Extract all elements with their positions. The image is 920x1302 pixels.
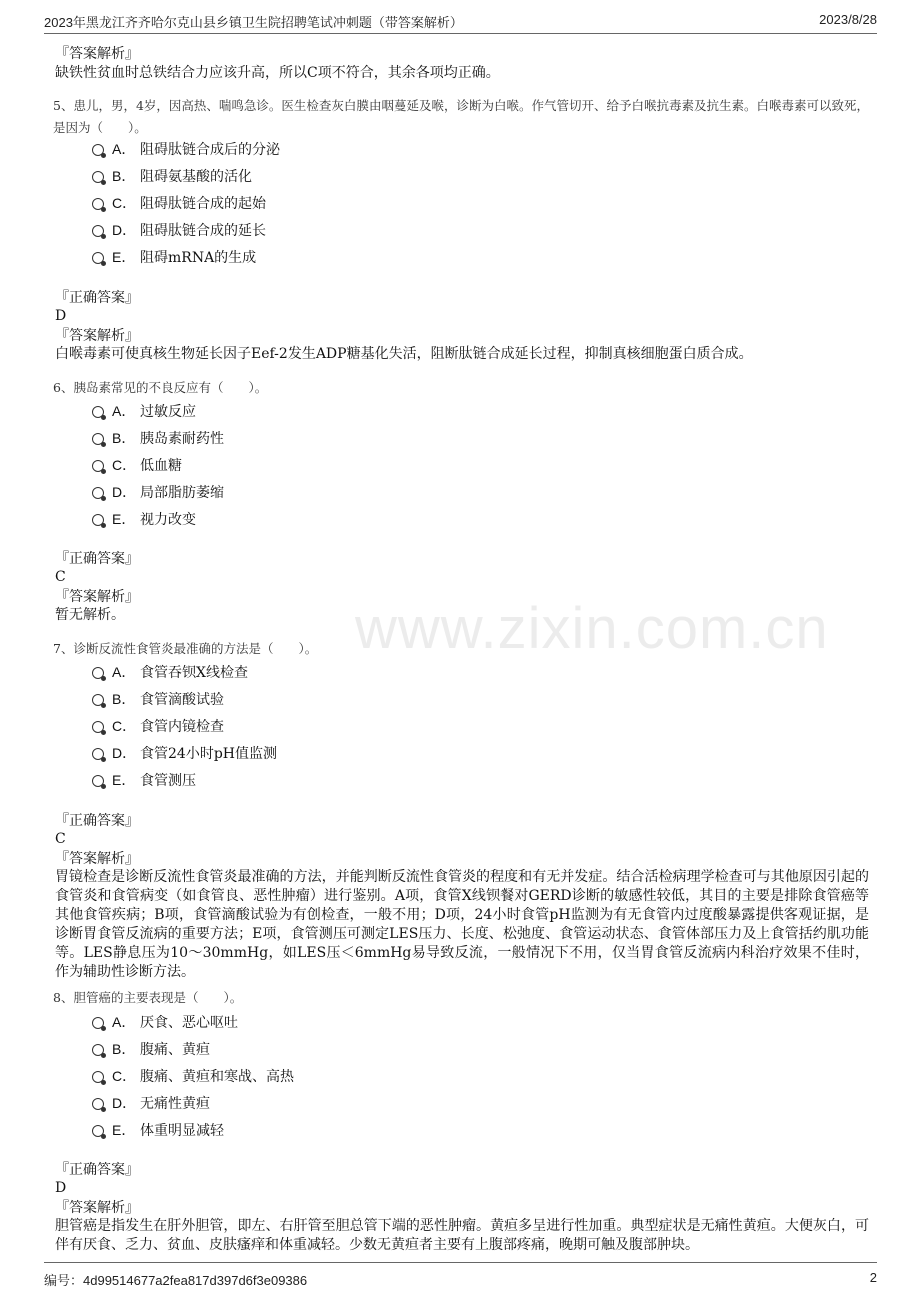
analysis-text: 胆管癌是指发生在肝外胆管，即左、右肝管至胆总管下端的恶性肿瘤。黄疸多呈进行性加重。典型症状是无痛性黄疸。大便灰白，可伴有厌食、乏力、贫血、皮肤瘙痒和体重减轻。少数无黄疸者主要有上腹部疼痛，晚期可触及腹部肿块。 — [55, 1218, 869, 1253]
radio-button-icon[interactable] — [92, 144, 104, 156]
option-e[interactable]: E． 食管测压 — [92, 770, 196, 790]
footer-divider — [44, 1262, 877, 1263]
question-stem: 6、胰岛素常见的不良反应有（ ）。 — [53, 380, 268, 395]
option-text: 体重明显减轻 — [140, 1123, 224, 1139]
option-text: 腹痛、黄疸 — [140, 1042, 210, 1058]
correct-answer: C — [55, 569, 66, 585]
option-text: 局部脂肪萎缩 — [140, 485, 224, 501]
analysis-label: 『答案解析』 — [55, 589, 139, 605]
option-e[interactable]: E． 视力改变 — [92, 509, 196, 529]
radio-button-icon[interactable] — [92, 694, 104, 706]
correct-answer-label: 『正确答案』 — [55, 1162, 139, 1178]
option-a[interactable]: A． 过敏反应 — [92, 401, 196, 421]
option-e[interactable]: E． 阻碍mRNA的生成 — [92, 247, 256, 267]
option-text: 腹痛、黄疸和寒战、高热 — [140, 1069, 294, 1085]
option-text: 食管滴酸试验 — [140, 692, 224, 708]
radio-button-icon[interactable] — [92, 171, 104, 183]
option-d[interactable]: D． 无痛性黄疸 — [92, 1093, 210, 1113]
question-stem: 7、诊断反流性食管炎最准确的方法是（ ）。 — [53, 641, 318, 656]
radio-button-icon[interactable] — [92, 1044, 104, 1056]
option-b[interactable]: B． 阻碍氨基酸的活化 — [92, 166, 252, 186]
analysis-label: 『答案解析』 — [55, 851, 139, 867]
radio-button-icon[interactable] — [92, 252, 104, 264]
option-a[interactable]: A． 食管吞钡X线检查 — [92, 662, 248, 682]
analysis-label: 『答案解析』 — [55, 1200, 139, 1216]
radio-button-icon[interactable] — [92, 667, 104, 679]
option-text: 阻碍肽链合成的延长 — [140, 223, 266, 239]
option-e[interactable]: E． 体重明显减轻 — [92, 1120, 224, 1140]
option-a[interactable]: A． 厌食、恶心呕吐 — [92, 1012, 238, 1032]
option-d[interactable]: D． 阻碍肽链合成的延长 — [92, 220, 266, 240]
option-text: 阻碍肽链合成后的分泌 — [140, 142, 280, 158]
option-text: 阻碍氨基酸的活化 — [140, 169, 252, 185]
radio-button-icon[interactable] — [92, 721, 104, 733]
option-text: 阻碍mRNA的生成 — [140, 250, 257, 266]
radio-button-icon[interactable] — [92, 1071, 104, 1083]
radio-button-icon[interactable] — [92, 225, 104, 237]
analysis-text: 白喉毒素可使真核生物延长因子Eef-2发生ADP糖基化失活，阻断肽链合成延长过程，抑制真核细胞蛋白质合成。 — [55, 346, 753, 362]
correct-answer-label: 『正确答案』 — [55, 551, 139, 567]
analysis-text: 胃镜检查是诊断反流性食管炎最准确的方法，并能判断反流性食管炎的程度和有无并发症。结合活检病理学检查可与其他原因引起的食管炎和食管病变（如食管良、恶性肿瘤）进行鉴别。A项，食管X线钡餐对GERD诊断的敏感性较低，其目的主要是排除食管癌等其他食管疾病；B项，食管滴酸试验为有创检查，一般不用；D项，24小时食管pH监测为有无食管内过度酸暴露提供客观证据，是诊断胃食管反流病的重要方法；E项，食管测压可测定LES压力、长度、松弛度、食管运动状态、食管体部压力及上食管括约肌功能等。LES静息压为10～30mmHg，如LES压＜6mmHg易导致反流，一般情况下不用，仅当胃食管反流病内科治疗效果不佳时，作为辅助性诊断方法。 — [55, 869, 869, 980]
radio-button-icon[interactable] — [92, 433, 104, 445]
option-b[interactable]: B． 食管滴酸试验 — [92, 689, 224, 709]
option-text: 低血糖 — [140, 458, 182, 474]
option-text: 视力改变 — [140, 512, 196, 528]
option-text: 食管吞钡X线检查 — [140, 665, 248, 681]
radio-button-icon[interactable] — [92, 198, 104, 210]
header-divider — [44, 33, 877, 34]
option-a[interactable]: A． 阻碍肽链合成后的分泌 — [92, 139, 280, 159]
radio-button-icon[interactable] — [92, 460, 104, 472]
option-text: 阻碍肽链合成的起始 — [140, 196, 266, 212]
option-text: 食管内镜检查 — [140, 719, 224, 735]
option-d[interactable]: D． 食管24小时pH值监测 — [92, 743, 277, 763]
radio-button-icon[interactable] — [92, 406, 104, 418]
radio-button-icon[interactable] — [92, 748, 104, 760]
option-text: 食管24小时pH值监测 — [140, 746, 277, 762]
page-footer — [44, 1262, 877, 1292]
page-number: 2 — [869, 1270, 877, 1285]
radio-button-icon[interactable] — [92, 487, 104, 499]
option-text: 无痛性黄疸 — [140, 1096, 210, 1112]
document-title: 2023年黑龙江齐齐哈尔克山县乡镇卫生院招聘笔试冲刺题（带答案解析） — [44, 15, 463, 30]
radio-button-icon[interactable] — [92, 775, 104, 787]
radio-button-icon[interactable] — [92, 514, 104, 526]
option-c[interactable]: C． 低血糖 — [92, 455, 182, 475]
analysis-text: 缺铁性贫血时总铁结合力应该升高，所以C项不符合，其余各项均正确。 — [55, 65, 500, 81]
analysis-text: 暂无解析。 — [55, 607, 125, 623]
correct-answer-label: 『正确答案』 — [55, 290, 139, 306]
page-header — [44, 12, 877, 32]
watermark: www.zixin.com.cn — [355, 596, 829, 661]
correct-answer: D — [55, 1180, 67, 1196]
document-date: 2023/8/28 — [819, 12, 877, 27]
question-stem: 5、患儿，男，4岁，因高热、喘鸣急诊。医生检查灰白膜由咽蔓延及喉，诊断为白喉。作气管切开、给予白喉抗毒素及抗生素。白喉毒素可以致死，是因为（ ）。 — [53, 98, 869, 135]
option-text: 食管测压 — [140, 773, 196, 789]
option-text: 厌食、恶心呕吐 — [140, 1015, 238, 1031]
option-c[interactable]: C． 腹痛、黄疸和寒战、高热 — [92, 1066, 294, 1086]
analysis-label: 『答案解析』 — [55, 328, 139, 344]
radio-button-icon[interactable] — [92, 1125, 104, 1137]
option-b[interactable]: B． 胰岛素耐药性 — [92, 428, 224, 448]
option-text: 过敏反应 — [140, 404, 196, 420]
radio-button-icon[interactable] — [92, 1098, 104, 1110]
option-b[interactable]: B． 腹痛、黄疸 — [92, 1039, 210, 1059]
radio-button-icon[interactable] — [92, 1017, 104, 1029]
option-d[interactable]: D． 局部脂肪萎缩 — [92, 482, 224, 502]
analysis-label: 『答案解析』 — [55, 46, 139, 62]
correct-answer: D — [55, 308, 67, 324]
option-c[interactable]: C． 食管内镜检查 — [92, 716, 224, 736]
question-stem: 8、胆管癌的主要表现是（ ）。 — [53, 990, 243, 1005]
document-code: 编号：4d99514677a2fea817d397d6f3e09386 — [44, 1273, 308, 1288]
correct-answer-label: 『正确答案』 — [55, 813, 139, 829]
correct-answer: C — [55, 831, 66, 847]
option-c[interactable]: C． 阻碍肽链合成的起始 — [92, 193, 266, 213]
option-text: 胰岛素耐药性 — [140, 431, 224, 447]
